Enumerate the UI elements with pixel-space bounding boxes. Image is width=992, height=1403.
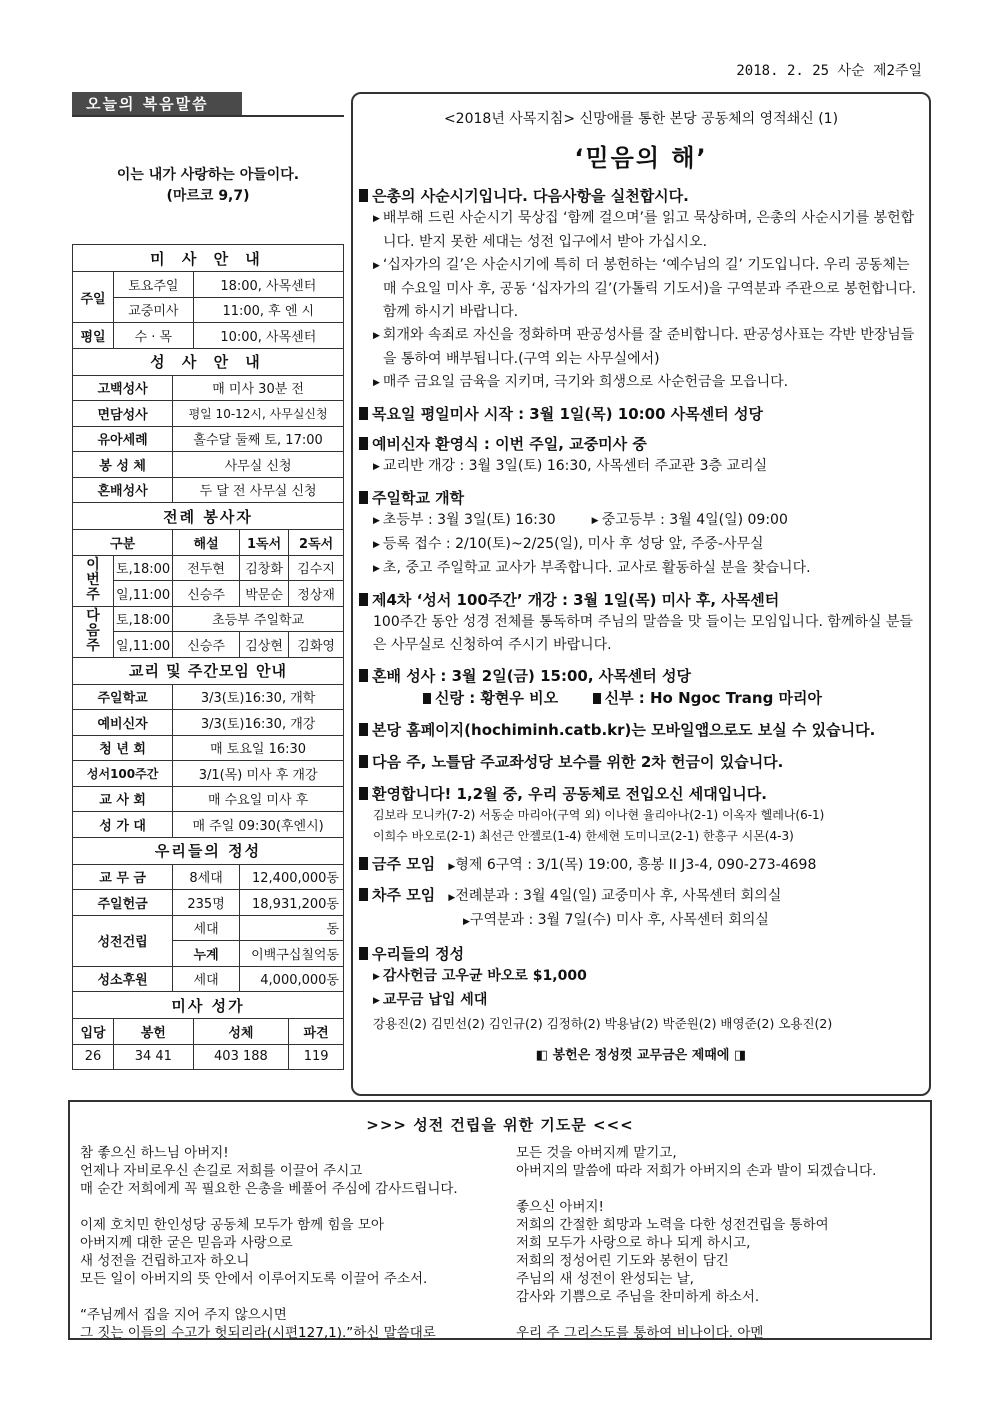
section-heading (359, 185, 923, 207)
list-item-text: 중고등부 : 3월 4일(일) 09:00 (601, 512, 788, 528)
mass-day: 수 · 목 (114, 323, 194, 349)
list-item-text: 교무금 납입 세대 (382, 992, 488, 1008)
sacrament-name: 혼배성사 (73, 477, 173, 503)
liturgy-slot: 일,11:00 (114, 632, 173, 658)
offering-amount: 4,000,000동 (239, 966, 343, 992)
sacrament-name: 봉 성 체 (73, 452, 173, 478)
mass-time: 10:00, 사목센터 (193, 323, 343, 349)
liturgy-cell: 신승주 (173, 581, 240, 607)
next-week-text: 다음주 (86, 608, 100, 654)
section-heading-text: 금주 모임 (372, 855, 436, 873)
square-bullet-icon (359, 407, 368, 420)
offering-count: 세대 (173, 915, 240, 941)
hymn-header: 성체 (193, 1019, 289, 1045)
sacrament-value: 홀수달 둘째 토, 17:00 (173, 426, 344, 452)
list-item (369, 455, 923, 479)
liturgy-cell: 초등부 주일학교 (173, 606, 344, 632)
hymns-title: 미사 성가 (73, 992, 344, 1019)
bride-name: 신부 : Ho Ngoc Trang 마리아 (604, 689, 823, 707)
square-bullet-icon (359, 437, 368, 450)
list-item-text: 매주 금요일 금육을 지키며, 극기와 희생으로 사순헌금을 모읍니다. (382, 374, 789, 390)
list-item-text: 감사헌금 고우균 바오로 $1,000 (382, 968, 587, 984)
liturgy-header: 해설 (173, 530, 240, 556)
list-item (369, 207, 923, 254)
prayer-title: >>> 성전 건립을 위한 기도문 <<< (366, 1116, 634, 1134)
offering-name: 주일헌금 (73, 890, 173, 916)
section-heading (359, 751, 923, 773)
liturgy-cell: 김화영 (289, 632, 344, 658)
notice-title: ‘믿음의 해’ (574, 144, 708, 172)
prayer-box (68, 1100, 932, 1340)
square-bullet-icon (359, 189, 368, 202)
welcome-names: 이희수 바오로(2-1) 최선근 안젤로(1-4) 한세현 도미니코(2-1) 한흥구 시몬(4-3) (373, 829, 794, 843)
triangle-bullet-icon: ▶ (448, 893, 456, 903)
meeting-detail: 전례분과 : 3월 4일(일) 교중미사 후, 사목센터 회의실 (455, 888, 782, 904)
list-item-text: 초등부 : 3월 3일(토) 16:30 (382, 512, 556, 528)
footer-note: ◧ 봉헌은 정성껏 교무금은 제때에 ◨ (535, 1048, 747, 1063)
sunday-label: 주일 (73, 272, 114, 323)
list-item-text: 배부해 드린 사순시기 묵상집 ‘함께 걸으며’를 읽고 묵상하며, 은총의 사순시기를 봉헌합니다. 받지 못한 세대는 성전 입구에서 받아 가십시오. (382, 210, 915, 250)
list-item-text: 초, 중고 주일학교 교사가 부족합니다. 교사로 활동하실 분을 찾습니다. (382, 560, 811, 576)
liturgy-header: 1독서 (239, 530, 288, 556)
section-heading (359, 665, 923, 687)
section-heading-text: 본당 홈페이지(hochiminh.catb.kr)는 모바일앱으로도 보실 수 있습니다. (372, 721, 876, 739)
section-heading (359, 487, 923, 509)
gospel-verse (72, 165, 344, 207)
hymn-value: 119 (289, 1044, 344, 1070)
triangle-bullet-icon: ▶ (373, 564, 380, 574)
meeting-value: 3/3(토)16:30, 개학 (173, 684, 344, 710)
section-heading-text: 환영합니다! 1,2월 중, 우리 공동체로 전입오신 세대입니다. (372, 785, 767, 803)
list-item (369, 557, 923, 581)
section-heading-text: 예비신자 환영식 : 이번 주일, 교중미사 중 (372, 435, 647, 453)
mass-day: 교중미사 (114, 297, 194, 323)
section-heading-text: 차주 모임 (372, 886, 436, 904)
liturgy-header: 2독서 (289, 530, 344, 556)
prayer-left-column: 참 좋으신 하느님 아버지! 언제나 자비로우신 손길로 저희를 이끌어 주시고 매 순간 저희에게 꼭 필요한 은총을 베풀어 주심에 감사드립니다. 이제 호치민 한인성당 공동체 모두가 함께 힘을 모아 아버지께 대한 굳은 믿음과 사랑으로 새 성전을 건립하고자 하오니 모든 일이 아버지의 뜻 안에서 이루어지도록 이끌어 주소서. “주님께서 집을 지어 주지 않으시면 그 짓는 이들의 수고가 헛되리라(시편127,1).”하신 말씀대로 (80, 1145, 458, 1341)
wedding-couple (359, 687, 923, 709)
notice-subtitle: <2018년 사목지침> 신망애를 통한 본당 공동체의 영적쇄신 (1) (443, 111, 839, 127)
triangle-bullet-icon: ▶ (373, 540, 380, 550)
meeting-detail-row (359, 909, 923, 933)
square-bullet-icon (359, 755, 368, 768)
list-item-text: 등록 접수 : 2/10(토)~2/25(일), 미사 후 성당 앞, 주중-사무실 (382, 536, 764, 552)
section-heading (359, 433, 923, 455)
groom-name: 신랑 : 황현우 비오 (435, 689, 559, 707)
sacrament-name: 고백성사 (73, 375, 173, 401)
section-heading (359, 589, 923, 611)
info-table (72, 244, 344, 1070)
list-item (369, 965, 923, 989)
hymn-header: 파견 (289, 1019, 344, 1045)
meeting-name: 예비신자 (73, 710, 173, 736)
liturgy-cell: 신승주 (173, 632, 240, 658)
liturgy-slot: 일,11:00 (114, 581, 173, 607)
liturgy-cell: 정상재 (289, 581, 344, 607)
liturgy-header: 구분 (73, 530, 173, 556)
list-item (369, 324, 923, 371)
section-heading-text: 혼배 성사 : 3월 2일(금) 15:00, 사목센터 성당 (372, 667, 691, 685)
triangle-bullet-icon: ▶ (373, 378, 380, 388)
meeting-value: 3/1(목) 미사 후 개강 (173, 761, 344, 787)
section-heading-text: 제4차 ‘성서 100주간’ 개강 : 3월 1일(목) 미사 후, 사목센터 (372, 591, 780, 609)
gospel-verse-ref: (마르코 9,7) (166, 188, 250, 204)
list-item (369, 371, 923, 395)
section-heading (359, 783, 923, 805)
bulletin-date: 2018. 2. 25 사순 제2주일 (736, 63, 922, 79)
hymn-header: 봉헌 (114, 1019, 194, 1045)
liturgy-cell: 박문순 (239, 581, 288, 607)
weekday-label: 평일 (73, 323, 114, 349)
list-item-text: 회개와 속죄로 자신을 정화하며 판공성사를 잘 준비합니다. 판공성사표는 각반 반장님들을 통하여 배부됩니다.(구역 외는 사무실에서) (382, 327, 915, 367)
list-item-text: 교리반 개강 : 3월 3일(토) 16:30, 사목센터 주교관 3층 교리실 (382, 458, 768, 474)
sacrament-guide-title: 성 사 안 내 (73, 348, 344, 375)
offering-count: 235명 (173, 890, 240, 916)
square-bullet-icon (359, 593, 368, 606)
offerings-title: 우리들의 정성 (73, 837, 344, 864)
liturgy-title: 전례 봉사자 (73, 503, 344, 530)
meeting-name: 성서100주간 (73, 761, 173, 787)
offering-amount: 12,400,000동 (239, 864, 343, 890)
sacrament-value: 사무실 신청 (173, 452, 344, 478)
meeting-value: 3/3(토)16:30, 개강 (173, 710, 344, 736)
triangle-bullet-icon: ▶ (373, 996, 380, 1006)
square-bullet-icon (359, 669, 368, 682)
section-heading-text: 은총의 사순시기입니다. 다음사항을 실천합시다. (372, 187, 689, 205)
liturgy-cell: 김창화 (239, 555, 288, 581)
meeting-name: 성 가 대 (73, 812, 173, 838)
meetings-title: 교리 및 주간모임 안내 (73, 657, 344, 684)
liturgy-cell: 김상현 (239, 632, 288, 658)
section-heading (359, 943, 923, 965)
list-item-text: ‘십자가의 길’은 사순시기에 특히 더 봉헌하는 ‘예수님의 길’ 기도입니다. 우리 공동체는 매 수요일 미사 후, 공동 ‘십자가의 길’(가톨릭 기도서)을 구역분과 주관으로 봉헌합니다. 함께 하시기 바랍니다. (382, 257, 917, 320)
square-bullet-icon (359, 723, 368, 736)
triangle-bullet-icon: ▶ (373, 516, 380, 526)
meeting-value: 매 토요일 16:30 (173, 735, 344, 761)
hymn-value: 26 (73, 1044, 114, 1070)
offering-count: 세대 (173, 966, 240, 992)
triangle-bullet-icon: ▶ (373, 331, 380, 341)
sacrament-name: 유아세례 (73, 426, 173, 452)
offering-amount: 동 (239, 915, 343, 941)
square-bullet-icon (359, 787, 368, 800)
left-column (72, 92, 344, 1065)
meeting-detail: 구역분과 : 3월 7일(수) 미사 후, 사목센터 회의실 (469, 912, 769, 928)
offering-amount: 18,931,200동 (239, 890, 343, 916)
offering-count: 누계 (173, 941, 240, 967)
liturgy-cell: 전두현 (173, 555, 240, 581)
sacrament-value: 두 달 전 사무실 신청 (173, 477, 344, 503)
square-bullet-icon (423, 693, 431, 704)
square-bullet-icon (593, 693, 601, 704)
meeting-detail: 형제 6구역 : 3/1(목) 19:00, 흥봉 II J3-4, 090-273-4698 (455, 857, 817, 873)
gospel-tag: 오늘의 복음말씀 (72, 92, 242, 116)
building-label: 성전건립 (73, 915, 173, 966)
meeting-value: 매 주일 09:30(후엔시) (173, 812, 344, 838)
triangle-bullet-icon: ▶ (448, 862, 456, 872)
hymn-value: 403 188 (193, 1044, 289, 1070)
meeting-name: 청 년 회 (73, 735, 173, 761)
triangle-bullet-icon: ▶ (373, 214, 380, 224)
section-heading (359, 884, 923, 909)
meeting-name: 주일학교 (73, 684, 173, 710)
triangle-bullet-icon: ▶ (373, 261, 380, 271)
meeting-name: 교 사 회 (73, 786, 173, 812)
section-heading-text: 우리들의 정성 (372, 945, 465, 963)
offering-count: 8세대 (173, 864, 240, 890)
square-bullet-icon (359, 491, 368, 504)
section-heading-text: 목요일 평일미사 시작 : 3월 1일(목) 10:00 사목센터 성당 (372, 405, 763, 423)
offering-name: 성소후원 (73, 966, 173, 992)
list-item (369, 989, 923, 1013)
gospel-verse-text: 이는 내가 사랑하는 아들이다. (116, 167, 300, 183)
list-item (369, 533, 923, 557)
triangle-bullet-icon: ▶ (463, 917, 470, 927)
sacrament-value: 매 미사 30분 전 (173, 375, 344, 401)
section-heading (359, 403, 923, 425)
meeting-value: 매 수요일 미사 후 (173, 786, 344, 812)
square-bullet-icon (359, 888, 368, 901)
liturgy-slot: 토,18:00 (114, 606, 173, 632)
square-bullet-icon (359, 947, 368, 960)
next-week-label (73, 606, 114, 657)
mass-time: 18:00, 사목센터 (193, 272, 343, 298)
mass-guide-title: 미 사 안 내 (73, 245, 344, 272)
list-item (369, 509, 923, 533)
list-item (369, 254, 923, 324)
notice-box (351, 92, 931, 1096)
welcome-names: 김보라 모니카(7-2) 서동순 마리아(구역 외) 이나현 율리아나(2-1) 이옥자 헬레나(6-1) (373, 808, 825, 822)
offering-name: 교 무 금 (73, 864, 173, 890)
liturgy-cell: 김수지 (289, 555, 344, 581)
section-heading-text: 주일학교 개학 (372, 489, 465, 507)
this-week-label (73, 555, 114, 606)
sacrament-name: 면담성사 (73, 401, 173, 427)
offering-amount: 이백구십칠억동 (239, 941, 343, 967)
triangle-bullet-icon: ▶ (373, 972, 380, 982)
hymn-value: 34 41 (114, 1044, 194, 1070)
hymn-header: 입당 (73, 1019, 114, 1045)
square-bullet-icon (359, 857, 368, 870)
liturgy-slot: 토,18:00 (114, 555, 173, 581)
section-body: 100주간 동안 성경 전체를 통독하며 주님의 말씀을 맛 들이는 모임입니다. 함께하실 분들은 사무실로 신청하여 주시기 바랍니다. (373, 614, 913, 653)
this-week-text: 이번주 (86, 557, 100, 603)
offering-names: 강용진(2) 김민선(2) 김인규(2) 김정하(2) 박용남(2) 박준원(2) 배영준(2) 오용진(2) (373, 1016, 833, 1031)
section-heading (359, 853, 923, 878)
section-heading-text: 다음 주, 노틀담 주교좌성당 보수를 위한 2차 헌금이 있습니다. (372, 753, 784, 771)
prayer-right-column: 모든 것을 아버지께 맡기고, 아버지의 말씀에 따라 저희가 아버지의 손과 발이 되겠습니다. 좋으신 아버지! 저희의 간절한 희망과 노력을 다한 성전건립을 통하여 저희 모두가 사랑으로 하나 되게 하시고, 저희의 정성어린 기도와 봉헌이 담긴 주님의 새 성전이 완성되는 날, 감사와 기쁨으로 주님을 찬미하게 하소서. 우리 주 그리스도를 통하여 비나이다. 아멘 (516, 1145, 877, 1341)
mass-day: 토요주일 (114, 272, 194, 298)
section-heading (359, 719, 923, 741)
triangle-bullet-icon: ▶ (373, 462, 380, 472)
sacrament-value: 평일 10-12시, 사무실신청 (173, 401, 344, 427)
mass-time: 11:00, 후 엔 시 (193, 297, 343, 323)
triangle-bullet-icon: ▶ (591, 516, 599, 526)
